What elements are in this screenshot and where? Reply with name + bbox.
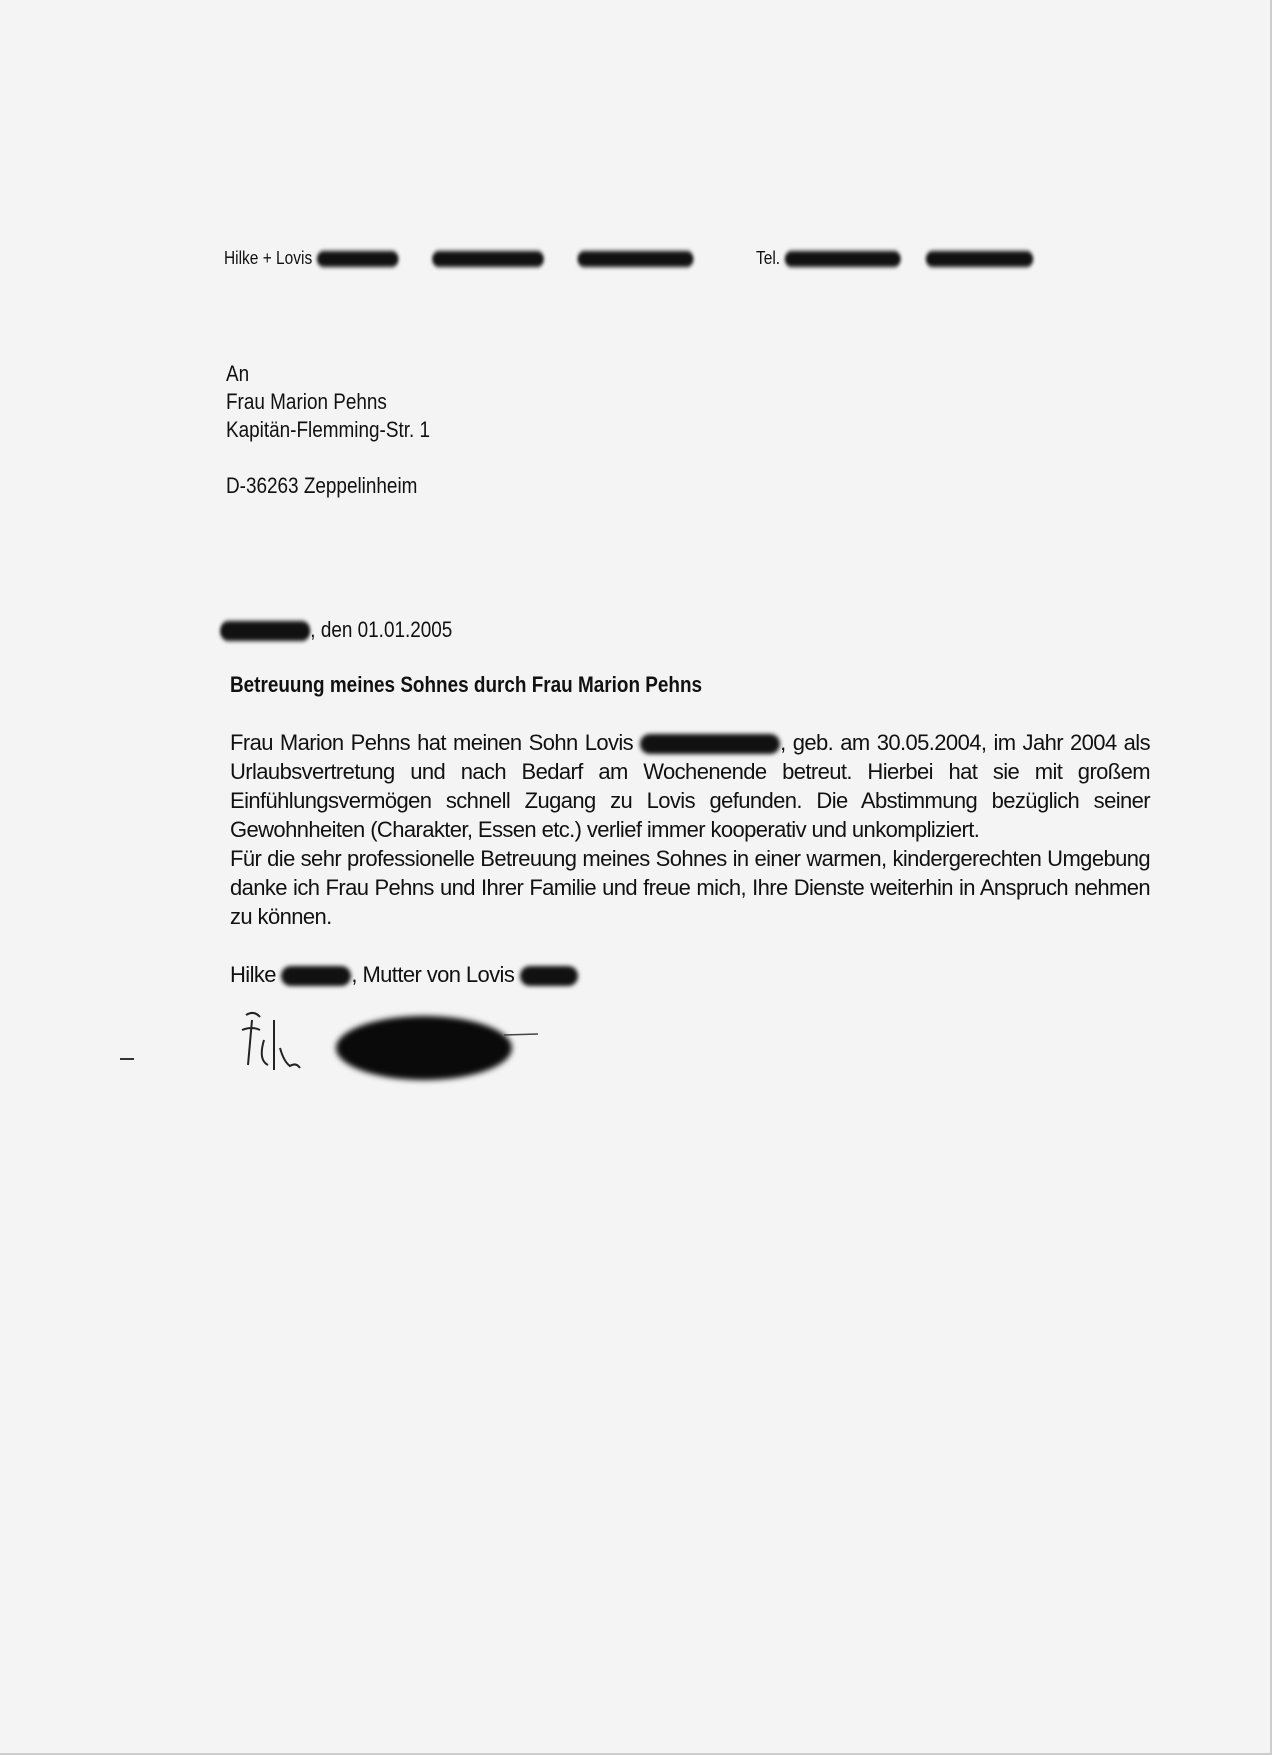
redacted-phone [784, 251, 900, 267]
body-line [230, 728, 1150, 757]
sender-names: Hilke + Lovis [224, 248, 313, 268]
body-text: , geb. am 30.05.2004, im Jahr 2004 als [780, 730, 1150, 755]
sender-header [224, 248, 1165, 269]
body-line: Gewohnheiten (Charakter, Essen etc.) verlief immer kooperativ und unkompliziert. [230, 817, 980, 842]
redacted-street [432, 251, 544, 267]
body-line: Für die sehr professionelle Betreuung meines Sohnes in einer warmen, kindergerechten Umgebung [230, 846, 1150, 871]
redacted-surname [520, 966, 578, 986]
redacted-surname [640, 734, 780, 754]
tel-label: Tel. [756, 248, 781, 268]
recipient-city: D-36263 Zeppelinheim [226, 473, 418, 498]
redacted-city [577, 251, 693, 267]
date-text: , den 01.01.2005 [310, 617, 453, 642]
closing-text: , Mutter von Lovis [351, 962, 515, 987]
body-line: zu können. [230, 904, 332, 929]
body-line: danke ich Frau Pehns und Ihrer Familie und freue mich, Ihre Dienste weiterhin in Anspruch nehmen [230, 875, 1150, 900]
closing-first-name: Hilke [230, 962, 276, 987]
subject-text: Betreuung meines Sohnes durch Frau Marion Pehns [230, 672, 703, 697]
redacted-surname [281, 966, 351, 986]
redacted-surname [317, 251, 399, 267]
recipient-salutation: An [226, 361, 250, 386]
letter-body [230, 728, 1150, 931]
closing-line [230, 962, 578, 988]
subject-heading [230, 672, 779, 698]
signature [236, 1000, 556, 1095]
recipient-street: Kapitän-Flemming-Str. 1 [226, 417, 430, 442]
redacted-place [220, 621, 310, 641]
recipient-name: Frau Marion Pehns [226, 389, 387, 414]
date-line [220, 617, 490, 643]
recipient-address [226, 360, 463, 500]
body-line: Urlaubsvertretung und nach Bedarf am Wochenende betreut. Hierbei hat sie mit großem [230, 759, 1150, 784]
body-line: Einfühlungsvermögen schnell Zugang zu Lovis gefunden. Die Abstimmung bezüglich seiner [230, 788, 1150, 813]
scan-mark [120, 1058, 134, 1060]
body-text: Frau Marion Pehns hat meinen Sohn Lovis [230, 730, 641, 755]
redacted-email [925, 251, 1032, 267]
